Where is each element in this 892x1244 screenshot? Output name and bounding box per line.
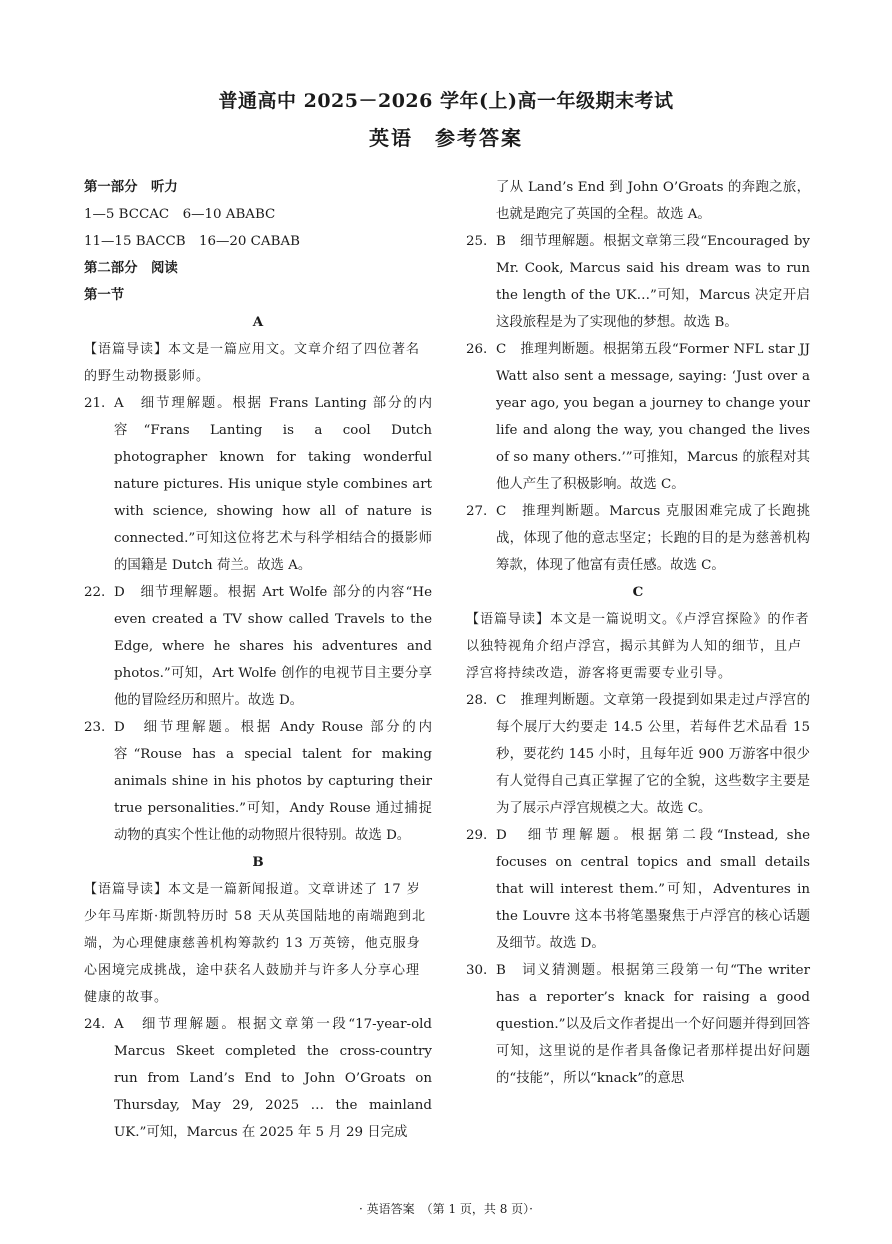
question-text: C 推理判断题。Marcus 克服困难完成了长跑挑战，体现了他的意志坚定；长跑的目的是为慈善机构筹款，体现了他富有责任感。故选 C。	[496, 504, 810, 573]
question-item	[84, 579, 432, 714]
section-heading: 第一节	[84, 287, 125, 303]
question-number: 21.	[84, 396, 106, 411]
question-item	[466, 498, 810, 579]
passage-label: C	[632, 584, 644, 600]
question-item	[466, 822, 810, 957]
question-text: A 细节理解题。根据 Frans Lanting 部分的内容“Frans Lanting is a cool Dutch photographer known for taking wonderful nature pictures. His unique style combines art with science, showing how all of nature is connected.”可知这位将艺术与科学相结合的摄影师的国籍是 Dutch 荷兰。故选 A。	[114, 396, 432, 573]
question-number: 30.	[466, 963, 488, 978]
question-continued: 了从 Land’s End 到 John O’Groats 的奔跑之旅，也就是跑完了英国的全程。故选 A。	[496, 180, 810, 222]
part-heading: 第一部分 听力	[84, 179, 178, 195]
answer-line: 11—15 BACCB 16—20 CABAB	[84, 234, 300, 249]
question-text: A 细节理解题。根据文章第一段“17-year-old Marcus Skeet completed the cross-country run from Land’s End to John O’Groats on Thursday, May 29, 2025 … the mainland UK.”可知，Marcus 在 2025 年 5 月 29 日完成	[114, 1017, 432, 1140]
passage-guide: 【语篇导读】本文是一篇应用文。文章介绍了四位著名的野生动物摄影师。	[84, 342, 421, 384]
question-item	[84, 390, 432, 579]
page-title: 普通高中 2025－2026 学年(上)高一年级期末考试	[218, 90, 674, 112]
passage-label: A	[252, 314, 264, 330]
question-number: 27.	[466, 504, 488, 519]
page-subtitle: 英语 参考答案	[369, 126, 523, 150]
answer-line: 1—5 BCCAC 6—10 ABABC	[84, 207, 276, 222]
question-text: B 细节理解题。根据文章第三段“Encouraged by Mr. Cook, Marcus said his dream was to run the length of the UK…”可知，Marcus 决定开启这段旅程是为了实现他的梦想。故选 B。	[496, 234, 810, 330]
question-text: C 推理判断题。根据第五段“Former NFL star JJ Watt also sent a message, saying: ‘Just over a year ago, you began a journey to change your life and along the way, you changed the lives of so many others.’”可推知，Marcus 的旅程对其他人产生了积极影响。故选 C。	[496, 342, 810, 492]
question-item	[84, 714, 432, 849]
question-number: 25.	[466, 234, 488, 249]
question-number: 23.	[84, 720, 106, 735]
question-item	[466, 336, 810, 498]
question-number: 26.	[466, 342, 488, 357]
left-column	[84, 174, 432, 1146]
question-item	[84, 1011, 432, 1146]
question-item	[466, 957, 810, 1092]
question-number: 28.	[466, 693, 488, 708]
question-number: 24.	[84, 1017, 106, 1032]
question-text: B 词义猜测题。根据第三段第一句“The writer has a reporter’s knack for raising a good question.”以及后文作者提出一个好问题并得到回答可知，这里说的是作者具备像记者那样提出好问题的“技能”，所以“knack”的意思	[496, 963, 810, 1086]
question-number: 22.	[84, 585, 106, 600]
right-column	[466, 174, 810, 1092]
passage-label: B	[252, 854, 264, 870]
passage-guide: 【语篇导读】本文是一篇说明文。《卢浮宫探险》的作者以独特视角介绍卢浮宫，揭示其鲜为人知的细节，且卢浮宫将持续改造，游客将更需要专业引导。	[466, 612, 810, 681]
part-heading: 第二部分 阅读	[84, 260, 178, 276]
question-item	[466, 228, 810, 336]
question-item	[466, 687, 810, 822]
question-text: C 推理判断题。文章第一段提到如果走过卢浮宫的每个展厅大约要走 14.5 公里，若每件艺术品看 15 秒，要花约 145 小时，且每年近 900 万游客中很少有人觉得自己真正掌握了它的全貌，这些数字主要是为了展示卢浮宫规模之大。故选 C。	[496, 693, 810, 816]
question-text: D 细节理解题。根据第二段“Instead, she focuses on central topics and small details that will interest them.”可知，Adventures in the Louvre 这本书将笔墨聚焦于卢浮宫的核心话题及细节。故选 D。	[496, 828, 810, 951]
question-text: D 细节理解题。根据 Andy Rouse 部分的内容“Rouse has a special talent for making animals shine in his photos by capturing their true personalities.”可知，Andy Rouse 通过捕捉动物的真实个性让他的动物照片很特别。故选 D。	[114, 720, 432, 843]
page-footer: · 英语答案 （第 1 页，共 8 页）·	[359, 1202, 533, 1216]
question-text: D 细节理解题。根据 Art Wolfe 部分的内容“He even created a TV show called Travels to the Edge, where he shares his adventures and photos.”可知，Art Wolfe 创作的电视节目主要分享他的冒险经历和照片。故选 D。	[114, 585, 432, 708]
passage-guide: 【语篇导读】本文是一篇新闻报道。文章讲述了 17 岁少年马库斯·斯凯特历时 58 天从英国陆地的南端跑到北端，为心理健康慈善机构筹款约 13 万英镑，他克服身心困境完成挑战，途中获名人鼓励并与许多人分享心理健康的故事。	[84, 882, 426, 1005]
question-number: 29.	[466, 828, 488, 843]
